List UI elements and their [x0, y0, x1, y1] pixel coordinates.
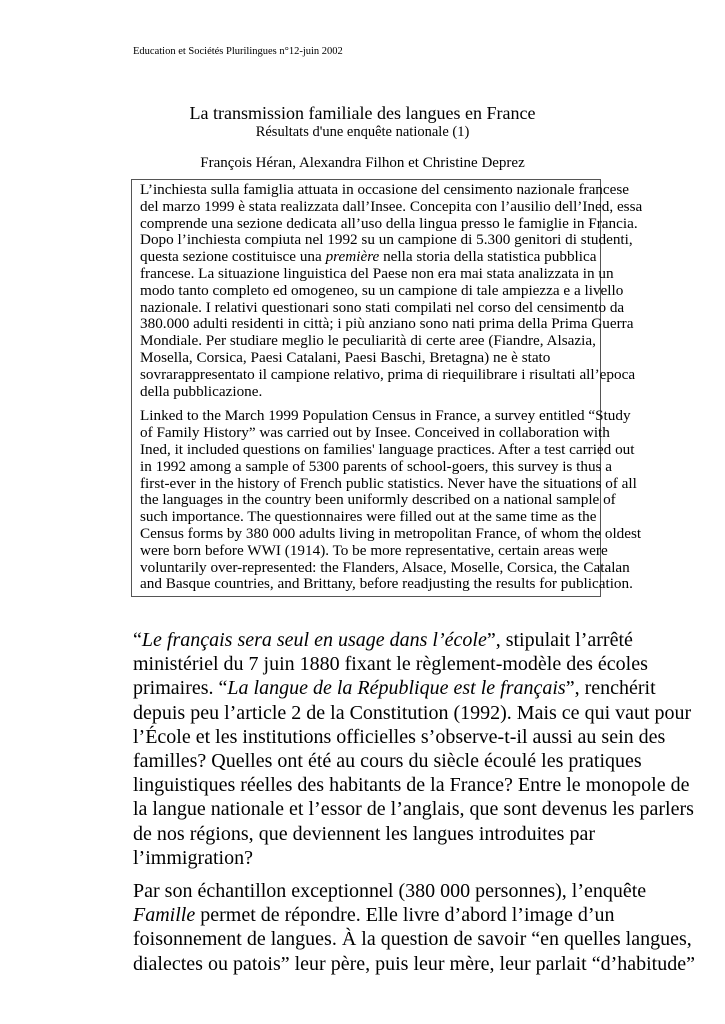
text-line — [133, 927, 692, 951]
text-segment: della pubblicazione. — [140, 382, 263, 400]
text-segment: Mondiale. Per studiare meglio le peculiarità di certe aree (Fiandre, Alsazia, — [140, 332, 596, 350]
text-segment: ”, renchérit — [565, 677, 656, 700]
text-line — [133, 749, 642, 773]
text-line — [140, 281, 624, 300]
text-line — [140, 298, 625, 317]
text-segment: nazionale. I relativi questionari sono stati compilati nel corso del censimento da — [140, 298, 625, 316]
body-paragraph — [133, 879, 695, 976]
text-line — [140, 474, 637, 493]
abstract-paragraph — [140, 181, 643, 400]
text-segment: l’immigration? — [133, 846, 253, 869]
text-line — [133, 628, 633, 652]
text-line — [140, 558, 630, 577]
text-segment: were born before WWI (1914). To be more representative, certain areas were — [140, 541, 608, 559]
text-segment: de nos régions, que deviennent les langues introduites par — [133, 822, 595, 845]
text-line — [133, 903, 615, 927]
article-body — [133, 628, 695, 976]
italic-text: La langue de la République est le français — [227, 677, 566, 700]
text-line — [140, 197, 643, 216]
text-segment: voluntarily over-represented: the Flanders, Alsace, Moselle, Corsica, the Catalan — [140, 558, 630, 576]
abstract-box — [131, 179, 643, 597]
text-line — [140, 440, 635, 459]
text-segment: Linked to the March 1999 Population Census in France, a survey entitled “Study — [140, 407, 631, 425]
text-segment: comprende una sezione dedicata all’uso della lingua presso le famiglie in Francia. — [140, 214, 638, 232]
body-paragraph — [133, 628, 694, 870]
article-authors: François Héran, Alexandra Filhon et Christine Deprez — [200, 155, 525, 171]
text-segment: la langue nationale et l’essor de l’anglais, que sont devenus les parlers — [133, 798, 694, 821]
text-line — [140, 315, 634, 333]
text-segment: Par son échantillon exceptionnel (380 000 personnes), l’enquête — [133, 880, 647, 903]
text-segment: dialectes ou patois” leur père, puis leur mère, leur parlait “d’habitude” — [133, 952, 695, 975]
text-line — [140, 333, 600, 350]
text-line — [140, 457, 612, 476]
text-segment: and Basque countries, and Brittany, before readjusting the results for publication. — [140, 575, 633, 593]
text-line — [133, 773, 690, 797]
text-line — [140, 181, 630, 199]
text-segment: L’inchiesta sulla famiglia attuata in occasione del censimento nazionale francese — [140, 181, 630, 198]
text-line — [140, 214, 638, 233]
text-line — [133, 952, 695, 976]
text-segment: “ — [133, 629, 142, 651]
text-segment: questa sezione costituisce una — [140, 248, 326, 266]
text-segment: foisonnement de langues. À la question de savoir “en quelles langues, — [133, 928, 692, 951]
text-segment: modo tanto completo ed omogeneo, su un campione di tale ampiezza e a livello — [140, 281, 624, 299]
text-line — [133, 822, 595, 846]
text-line — [140, 384, 600, 401]
text-line — [140, 350, 600, 367]
italic-text: première — [325, 248, 380, 266]
running-header: Education et Sociétés Plurilingues n°12-juin 2002 — [133, 46, 343, 57]
text-segment: francese. La situazione linguistica del Paese non era mai stata analizzata in un — [140, 264, 614, 282]
text-line — [140, 509, 600, 526]
text-line — [140, 249, 600, 266]
text-segment: 380.000 adulti residenti in città; i più anziano sono nati prima della Prima Guerra — [140, 315, 634, 333]
text-line — [140, 575, 633, 593]
text-segment: sovrarappresentato il campione relativo, prima di riequilibrare i risultati all’epoca — [140, 365, 636, 383]
text-segment: permet de répondre. Elle livre d’abord l’image d’un — [195, 904, 615, 927]
text-segment: linguistiques réelles des habitants de la France? Entre le monopole de — [133, 774, 690, 797]
text-segment: depuis peu l’article 2 de la Constitution (1992). Mais ce qui vaut pour — [133, 701, 692, 724]
text-segment: the languages in the country been uniformly described on a national sample of — [140, 491, 616, 509]
text-line — [140, 365, 636, 384]
article-title: La transmission familiale des langues en France — [189, 103, 536, 123]
text-segment: such importance. The questionnaires were filled out at the same time as the — [140, 508, 597, 526]
text-segment: ministériel du 7 juin 1880 fixant le règlement-modèle des écoles — [133, 653, 648, 676]
text-line — [133, 676, 656, 700]
text-line — [140, 231, 633, 249]
text-segment: first-ever in the history of French public statistics. Never have the situations of all — [140, 474, 637, 492]
text-segment: Dopo l’inchiesta compiuta nel 1992 su un campione di 5.300 genitori di studenti, — [140, 231, 633, 249]
text-segment: l’École et les institutions officielles s’observe-t-il aussi au sein des — [133, 725, 666, 748]
text-line — [133, 797, 694, 821]
text-segment: of Family History” was carried out by Insee. Conceived in collaboration with — [140, 424, 610, 442]
text-segment: ”, stipulait l’arrêté — [486, 629, 633, 651]
text-line — [140, 407, 631, 425]
text-segment: nella storia della statistica pubblica — [379, 248, 597, 266]
text-line — [133, 846, 595, 870]
text-line — [140, 424, 610, 442]
text-segment: Census forms by 380 000 adults living in metropolitan France, of whom the oldest — [140, 524, 642, 542]
article-subtitle: Résultats d'une enquête nationale (1) — [255, 124, 470, 140]
italic-text: Famille — [133, 904, 196, 927]
text-segment: primaires. “ — [133, 677, 228, 700]
text-segment: in 1992 among a sample of 5300 parents of school-goers, this survey is thus a — [140, 457, 612, 475]
text-line — [133, 879, 647, 903]
text-line — [133, 701, 692, 725]
text-line — [140, 491, 616, 509]
abstract-paragraph — [140, 407, 642, 593]
text-line — [140, 541, 608, 560]
text-segment: familles? Quelles ont été au cours du siècle écoulé les pratiques — [133, 750, 642, 773]
text-line — [133, 725, 666, 749]
text-segment: Mosella, Corsica, Paesi Catalani, Paesi Baschi, Bretagna) ne è stato — [140, 348, 551, 366]
text-line — [140, 264, 614, 283]
text-line — [133, 652, 648, 676]
text-line — [140, 524, 642, 543]
text-segment: del marzo 1999 è stata realizzata dall’Insee. Concepita con l’ausilio dell’Ined, essa — [140, 197, 643, 215]
text-segment: Ined, it included questions on families' language practices. After a test carried out — [140, 440, 635, 458]
italic-text: Le français sera seul en usage dans l’école — [141, 629, 487, 651]
